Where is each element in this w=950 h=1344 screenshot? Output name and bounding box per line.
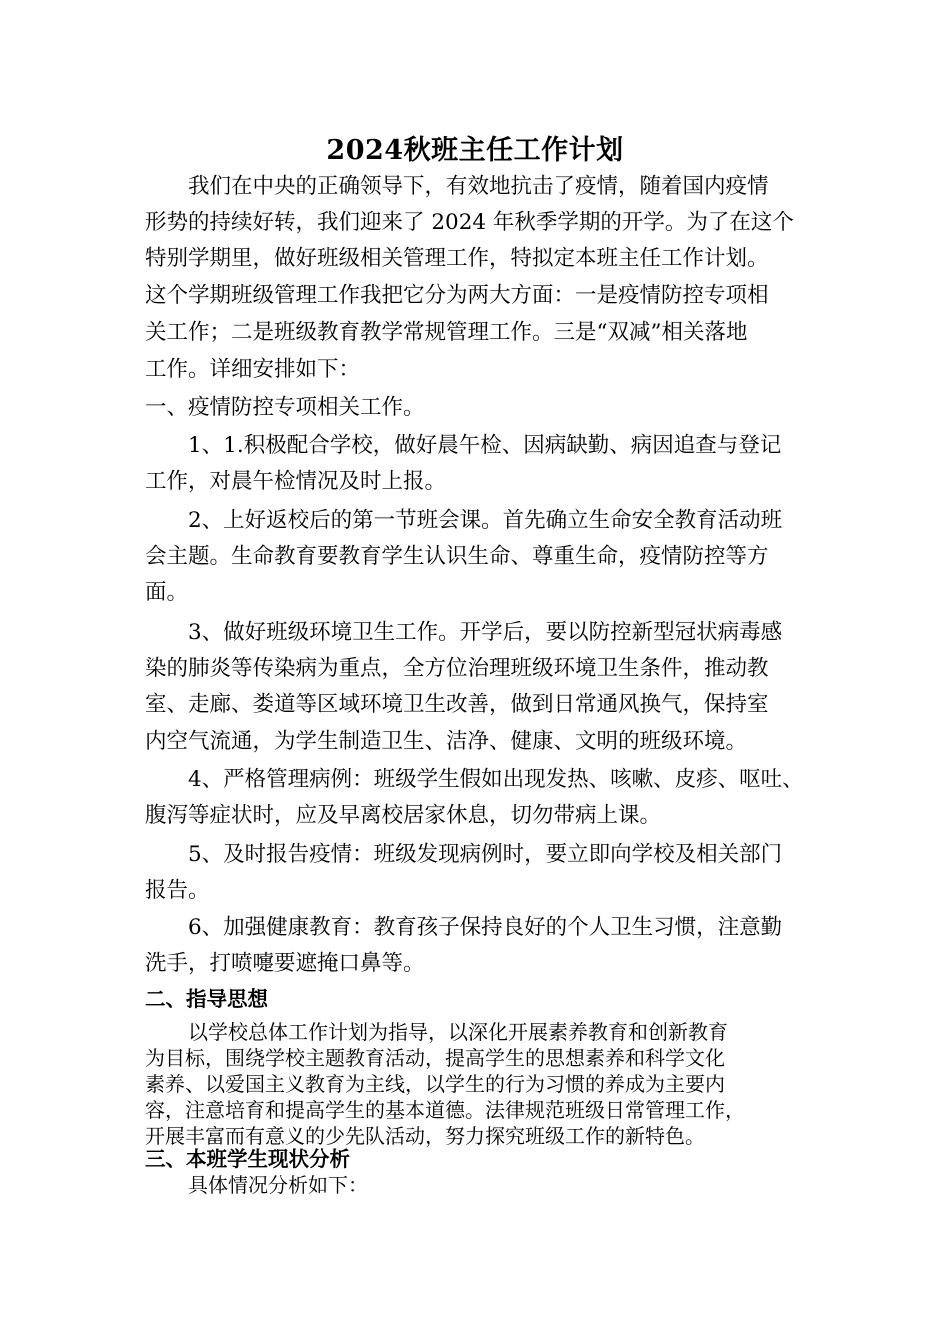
list-item-line: 2、上好返校后的第一节班会课。首先确立生命安全教育活动班 — [188, 508, 783, 533]
document-title: 2024秋班主任工作计划 — [326, 135, 624, 166]
list-item-line: 3、做好班级环境卫生工作。开学后，要以防控新型冠状病毒感 — [188, 620, 783, 645]
list-item-line: 内空气流通，为学生制造卫生、洁净、健康、文明的班级环境。 — [145, 729, 748, 754]
list-item-line: 1、1.积极配合学校，做好晨午检、因病缺勤、病因追查与登记 — [188, 433, 782, 458]
intro-line: 工作。详细安排如下： — [145, 357, 361, 382]
list-item-line: 腹泻等症状时，应及早离校居家休息，切勿带病上课。 — [145, 803, 662, 828]
paragraph-line: 开展丰富而有意义的少先队活动，努力探究班级工作的新特色。 — [145, 1124, 705, 1148]
list-item-line: 面。 — [145, 580, 189, 605]
list-item-line: 洗手，打喷嚏要遮掩口鼻等。 — [145, 951, 425, 976]
section-heading: 一、疫情防控专项相关工作。 — [145, 395, 425, 420]
list-item-line: 4、严格管理病例：班级学生假如出现发热、咳嗽、皮疹、呕吐、 — [188, 767, 804, 792]
intro-line: 我们在中央的正确领导下，有效地抗击了疫情，随着国内疫情 — [188, 174, 769, 199]
list-item-line: 6、加强健康教育：教育孩子保持良好的个人卫生习惯，注意勤 — [188, 915, 783, 940]
section-heading: 二、指导思想 — [145, 987, 268, 1011]
list-item-line: 工作，对晨午检情况及时上报。 — [145, 469, 447, 494]
section-heading: 三、本班学生现状分析 — [145, 1147, 350, 1171]
paragraph-line: 以学校总体工作计划为指导，以深化开展素养教育和创新教育 — [188, 1020, 728, 1044]
intro-line: 特别学期里，做好班级相关管理工作，特拟定本班主任工作计划。 — [145, 246, 769, 271]
paragraph-line: 具体情况分析如下： — [188, 1173, 368, 1197]
paragraph-line: 为目标，围绕学校主题教育活动，提高学生的思想素养和科学文化 — [145, 1046, 725, 1070]
intro-line: 形势的持续好转，我们迎来了 2024 年秋季学期的开学。为了在这个 — [145, 210, 794, 235]
list-item-line: 报告。 — [145, 878, 210, 903]
list-item-line: 染的肺炎等传染病为重点，全方位治理班级环境卫生条件，推动教 — [145, 656, 769, 681]
intro-line: 关工作；二是班级教育教学常规管理工作。三是“双减”相关落地 — [145, 320, 748, 345]
list-item-line: 会主题。生命教育要教育学生认识生命、尊重生命，疫情防控等方 — [145, 544, 769, 569]
list-item-line: 室、走廊、娄道等区域环境卫生改善，做到日常通风换气，保持室 — [145, 692, 769, 717]
list-item-line: 5、及时报告疫情：班级发现病例时，要立即向学校及相关部门 — [188, 842, 783, 867]
paragraph-line: 容，注意培育和提高学生的基本道德。法律规范班级日常管理工作， — [145, 1098, 745, 1122]
intro-line: 这个学期班级管理工作我把它分为两大方面：一是疫情防控专项相 — [145, 283, 769, 308]
paragraph-line: 素养、以爱国主义教育为主线，以学生的行为习惯的养成为主要内 — [145, 1072, 725, 1096]
